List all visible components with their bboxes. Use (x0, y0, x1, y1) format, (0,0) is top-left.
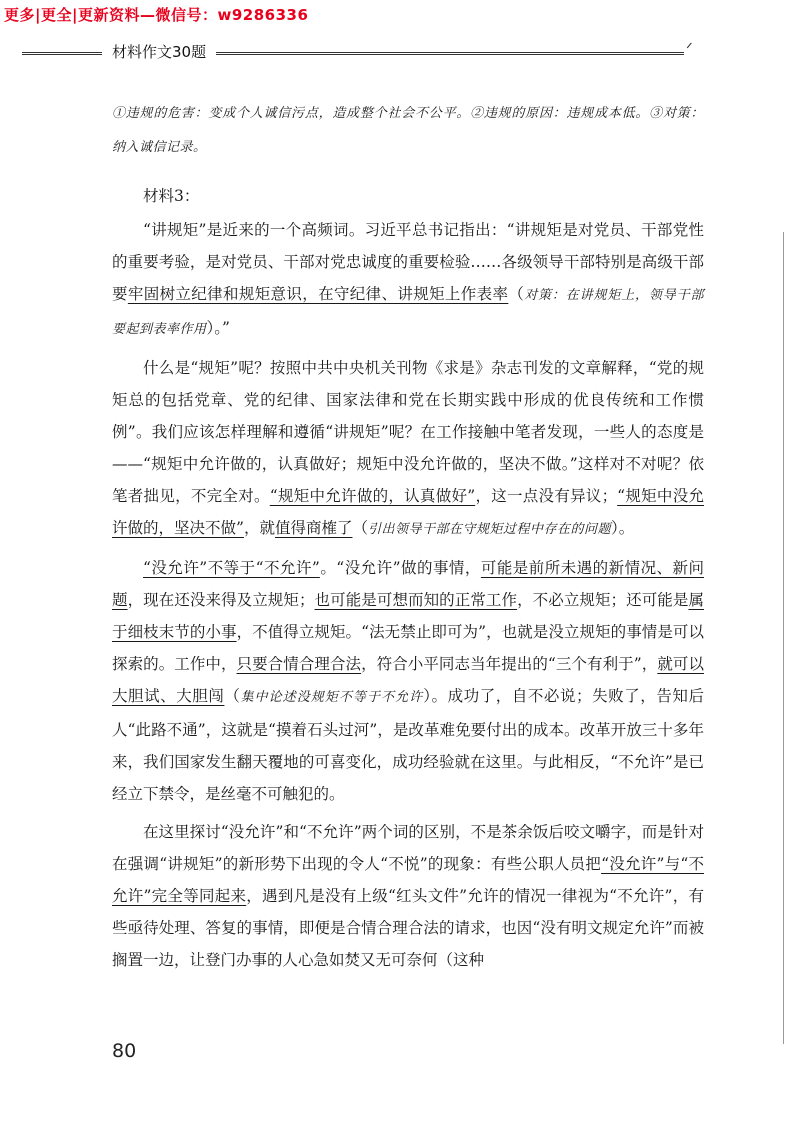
margin-note: 集中论述没规矩不等于不允许 (240, 690, 424, 705)
header-title: 材料作文30题 (112, 43, 207, 61)
header-rule-left (22, 52, 102, 55)
text-run: （ (352, 519, 368, 537)
paragraph-4 (112, 816, 704, 976)
paragraph-2 (112, 352, 704, 546)
section-label: 材料3： (143, 187, 200, 205)
paragraph-3 (112, 552, 704, 810)
underlined-text: 就可以大胆试、大胆闯 (112, 655, 704, 705)
margin-note: 对策：在讲规矩上，领导干部要起到表率作用 (112, 288, 704, 337)
underlined-text: 值得商榷了 (274, 519, 353, 537)
text-run: （ (508, 285, 525, 303)
running-header (0, 38, 800, 64)
contact-banner: 更多|更全|更新资料—微信号：w9286336 (4, 6, 309, 24)
text-run: （ (224, 687, 241, 705)
text-run: ，现在还没来得及立规矩； (127, 591, 315, 609)
text-run: ，不值得立规矩。“法无禁止即可为”，也就是没立规矩的事情是可以探索的。工作中， (112, 623, 704, 673)
text-run: ，遇到凡是没有上级“红头文件”允许的情况一律视为“不允许”，有些亟待处理、答复的事情，即便是合情合理合法的请求，也因“没有明文规定允许”而被搁置一边，让登门办事的人心急如焚又无可奈何（这种 (112, 887, 704, 969)
underlined-text: 可能是前所未遇的新情况、新问题 (112, 559, 704, 609)
text-run: ，不必立规矩；还可能是 (517, 591, 689, 609)
underlined-text: 只要合情合理合法 (236, 655, 362, 673)
text-run: ，就 (243, 519, 275, 537)
underlined-text: “没允许”与“不允许”完全等同起来 (112, 855, 705, 905)
text-run: ）。 (611, 519, 635, 537)
underlined-text: “没允许”不等于“不允许” (143, 559, 320, 577)
text-run: ，符合小平同志当年提出的“三个有利于”， (361, 655, 658, 673)
text-run: 在这里探讨“没允许”和“不允许”两个词的区别，不是茶余饭后咬文嚼字，而是针对在强调“讲规矩”的新形势下出现的令人“不悦”的现象：有些公职人员把 (112, 823, 704, 873)
summary-text: ①违规的危害：变成个人诚信污点，造成整个社会不公平。②违规的原因：违规成本低。③对策：纳入诚信记录。 (112, 106, 704, 155)
text-run: 。“没允许”做的事情， (319, 559, 481, 577)
right-margin-line (783, 232, 784, 1044)
header-corner-mark: ᐟ (686, 39, 693, 58)
underlined-text: “规矩中允许做的，认真做好” (269, 487, 476, 505)
page-body (112, 96, 704, 976)
page-number: 80 (112, 1040, 137, 1062)
underlined-text: 也可能是可想而知的正常工作 (314, 591, 518, 609)
margin-note: 引出领导干部在守规矩过程中存在的问题 (367, 522, 611, 537)
text-run: ，这一点没有异议； (475, 487, 618, 505)
underlined-text: 属于细枝末节的小事 (112, 591, 704, 641)
paragraph-1 (112, 214, 704, 346)
text-run: ）。成功了，自不必说；失败了，告知后人“此路不通”，这就是“摸着石头过河”，是改革难免要付出的成本。改革开放三十多年来，我们国家发生翻天覆地的可喜变化，成功经验就在这里。与此相反，“不允许”是已经立下禁令，是丝毫不可触犯的。 (112, 687, 704, 803)
text-run: 什么是“规矩”呢？按照中共中央机关刊物《求是》杂志刊发的文章解释，“党的规矩总的包括党章、党的纪律、国家法律和党在长期实践中形成的优良传统和工作惯例”。我们应该怎样理解和遵循“讲规矩”呢？在工作接触中笔者发现，一些人的态度是——“规矩中允许做的，认真做好；规矩中没允许做的，坚决不做。”这样对不对呢？依笔者拙见，不完全对。 (112, 359, 704, 505)
header-rule-right (216, 52, 684, 55)
summary-paragraph (112, 96, 704, 164)
text-run: ）。” (206, 319, 230, 337)
underlined-text: 牢固树立纪律和规矩意识，在守纪律、讲规矩上作表率 (127, 285, 509, 303)
underlined-text: “规矩中没允许做的，坚决不做” (112, 487, 704, 537)
text-run: “讲规矩”是近来的一个高频词。习近平总书记指出：“讲规矩是对党员、干部党性的重要考验，是对党员、干部对党忠诚度的重要检验……各级领导干部特别是高级干部要 (112, 221, 704, 303)
